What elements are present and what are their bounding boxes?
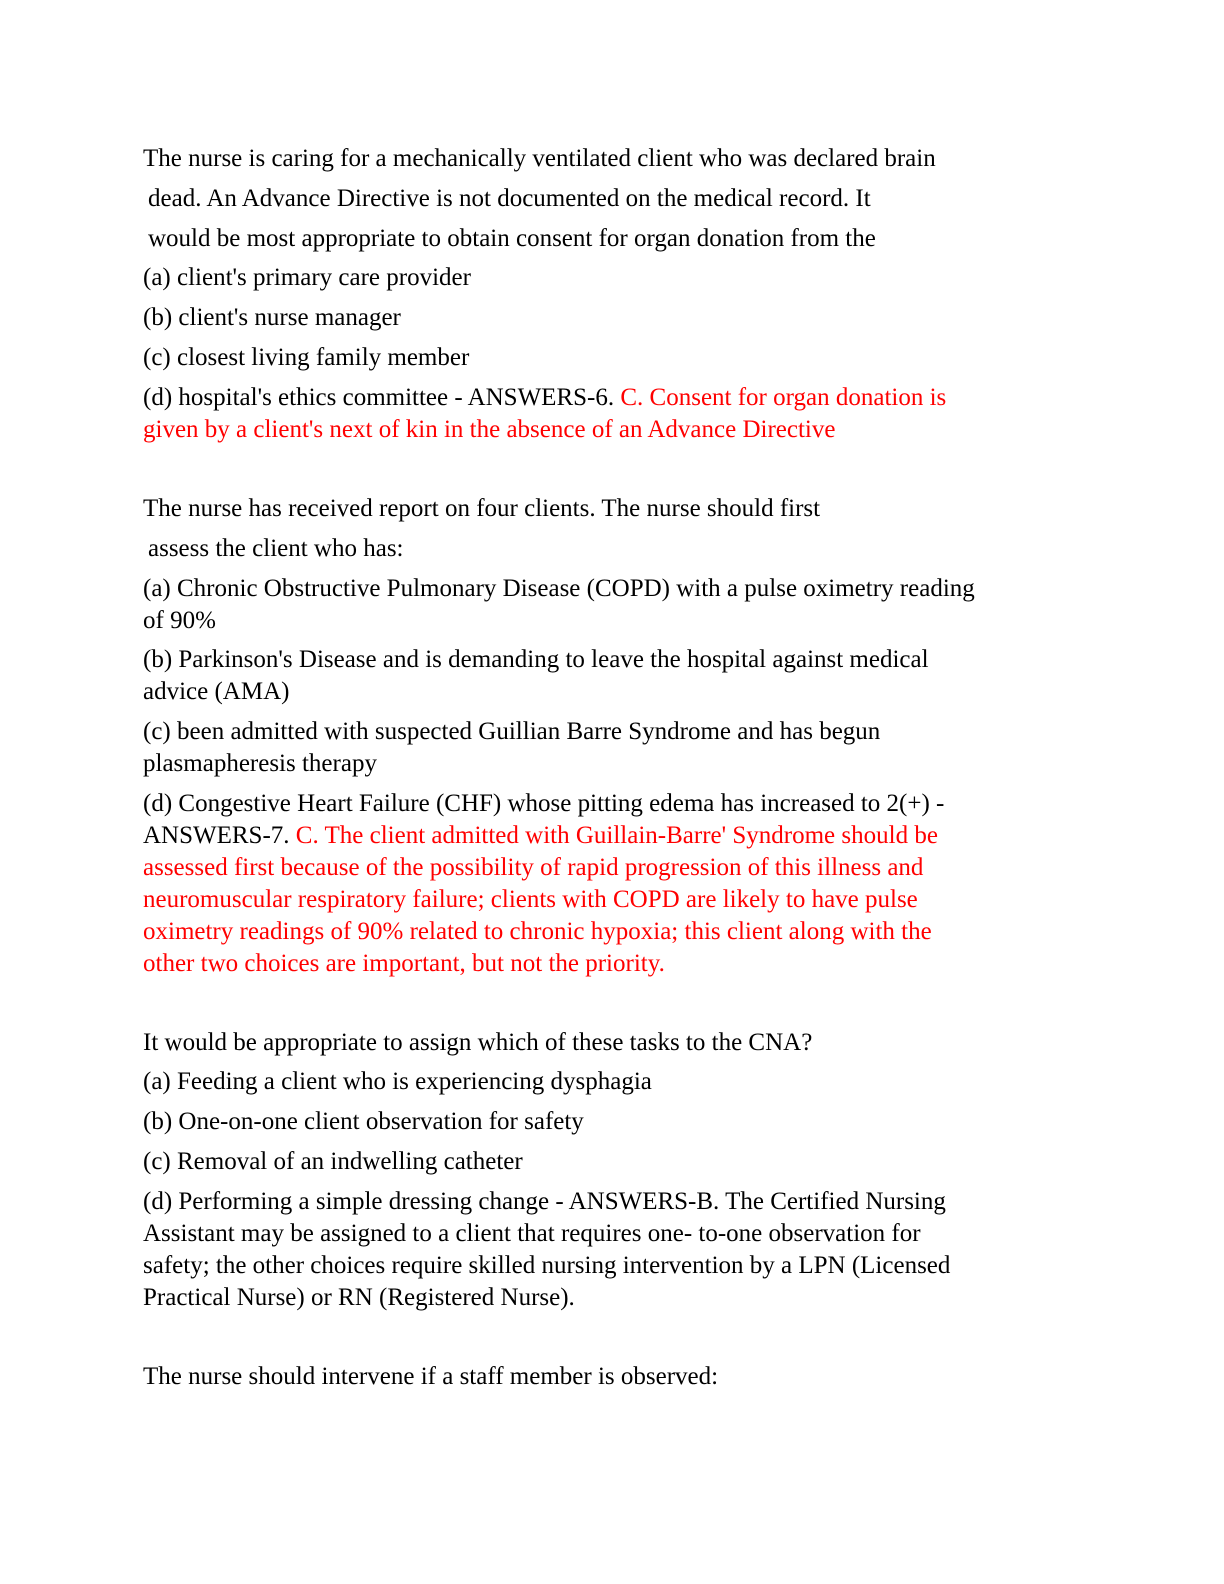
answer-explanation: given by a client's next of kin in the absence of an Advance Directive bbox=[143, 416, 836, 443]
answer-option: (a) client's primary care provider bbox=[143, 264, 471, 291]
answer-explanation: C. The client admitted with Guillain-Barre' Syndrome should be bbox=[295, 822, 938, 849]
answer-option: (c) closest living family member bbox=[143, 344, 470, 371]
answer-option: (b) client's nurse manager bbox=[143, 304, 401, 331]
question-stem-line: It would be appropriate to assign which of these tasks to the CNA? bbox=[143, 1029, 813, 1056]
answer-explanation: Assistant may be assigned to a client that requires one- to-one observation for bbox=[143, 1220, 921, 1247]
answer-explanation: other two choices are important, but not the priority. bbox=[143, 950, 665, 977]
question-stem-line: The nurse has received report on four clients. The nurse should first bbox=[143, 495, 821, 522]
answer-option: (b) One-on-one client observation for safety bbox=[143, 1108, 584, 1135]
answer-explanation: neuromuscular respiratory failure; clients with COPD are likely to have pulse bbox=[143, 886, 918, 913]
answer-option: plasmapheresis therapy bbox=[143, 750, 377, 777]
question-stem-line: assess the client who has: bbox=[148, 535, 404, 562]
answer-option-with-answer bbox=[143, 820, 938, 852]
answer-option: of 90% bbox=[143, 607, 216, 634]
answer-explanation: Practical Nurse) or RN (Registered Nurse). bbox=[143, 1284, 575, 1311]
answer-explanation: C. Consent for organ donation is bbox=[620, 384, 947, 411]
answer-option: advice (AMA) bbox=[143, 678, 290, 705]
question-stem-line: would be most appropriate to obtain consent for organ donation from the bbox=[148, 225, 876, 252]
answer-option-with-answer bbox=[143, 382, 946, 414]
answer-explanation: oximetry readings of 90% related to chronic hypoxia; this client along with the bbox=[143, 918, 932, 945]
answer-option-with-answer: (d) Performing a simple dressing change - ANSWERS-B. The Certified Nursing bbox=[143, 1188, 946, 1215]
question-stem-line: The nurse should intervene if a staff member is observed: bbox=[143, 1363, 719, 1390]
question-stem-line: dead. An Advance Directive is not documented on the medical record. It bbox=[148, 185, 871, 212]
answer-explanation: safety; the other choices require skilled nursing intervention by a LPN (Licensed bbox=[143, 1252, 951, 1279]
option-text: ANSWERS-7. bbox=[143, 822, 296, 849]
answer-option: (d) Congestive Heart Failure (CHF) whose pitting edema has increased to 2(+) - bbox=[143, 790, 945, 817]
option-text: (d) hospital's ethics committee - ANSWERS-6. bbox=[143, 384, 621, 411]
answer-option: (c) Removal of an indwelling catheter bbox=[143, 1148, 523, 1175]
question-stem-line: The nurse is caring for a mechanically ventilated client who was declared brain bbox=[143, 145, 936, 172]
answer-explanation: assessed first because of the possibility of rapid progression of this illness and bbox=[143, 854, 924, 881]
answer-option: (b) Parkinson's Disease and is demanding to leave the hospital against medical bbox=[143, 646, 929, 673]
answer-option: (a) Feeding a client who is experiencing dysphagia bbox=[143, 1068, 652, 1095]
answer-option: (a) Chronic Obstructive Pulmonary Disease (COPD) with a pulse oximetry reading bbox=[143, 575, 975, 602]
answer-option: (c) been admitted with suspected Guillian Barre Syndrome and has begun bbox=[143, 718, 881, 745]
